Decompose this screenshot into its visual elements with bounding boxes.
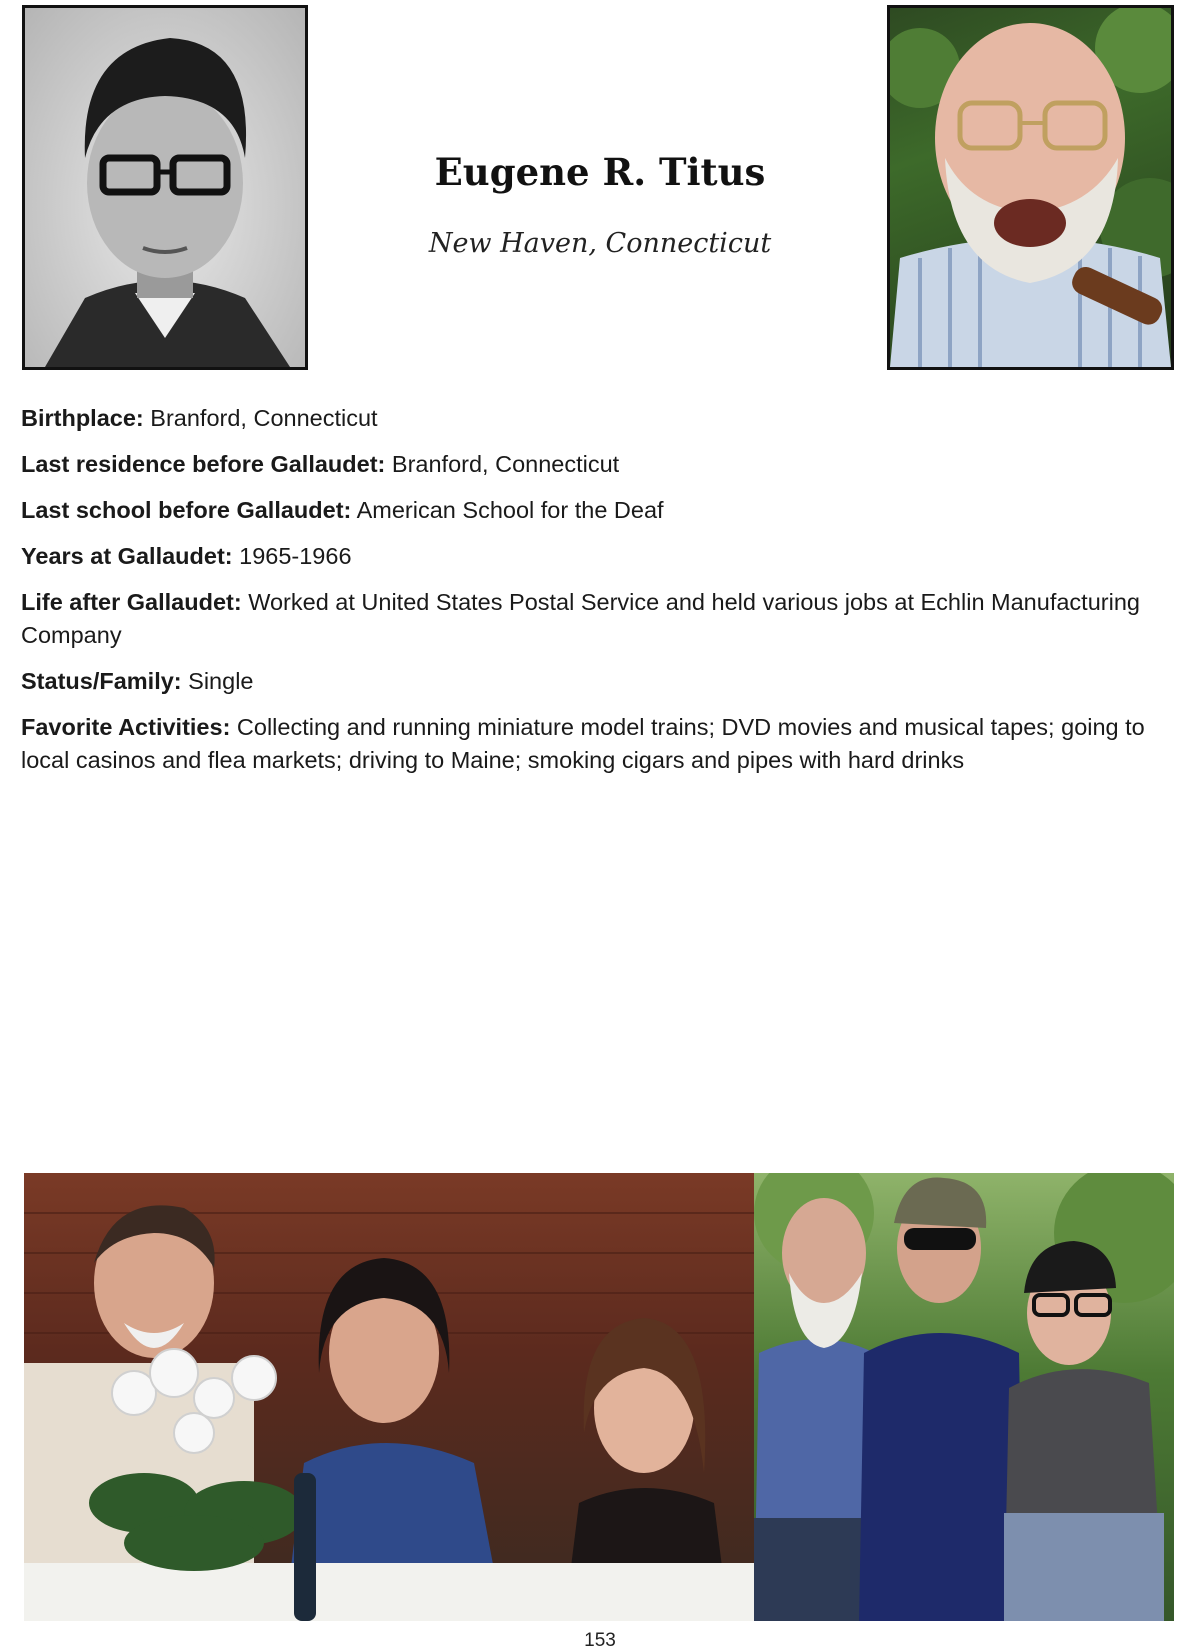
- years-value: 1965-1966: [239, 543, 352, 569]
- years-label: Years at Gallaudet:: [21, 543, 233, 569]
- last-school-label: Last school before Gallaudet:: [21, 497, 352, 523]
- years-field: [21, 540, 1171, 573]
- birthplace-value: Branford, Connecticut: [150, 405, 378, 431]
- status-field: [21, 665, 1171, 698]
- life-after-value: Worked at United States Postal Service and held various jobs at Echlin Manufacturing Company: [21, 589, 1140, 648]
- person-name: Eugene R. Titus: [434, 150, 766, 194]
- activities-field: [21, 711, 1171, 777]
- portrait-young-illustration: [25, 8, 305, 367]
- last-school-value: American School for the Deaf: [356, 497, 664, 523]
- portrait-recent-photo: [887, 5, 1174, 370]
- last-residence-field: [21, 448, 1171, 481]
- life-after-label: Life after Gallaudet:: [21, 589, 242, 615]
- last-residence-label: Last residence before Gallaudet:: [21, 451, 386, 477]
- birthplace-label: Birthplace:: [21, 405, 144, 431]
- life-after-field: [21, 586, 1171, 652]
- profile-details: [21, 402, 1171, 790]
- profile-header: [330, 150, 870, 259]
- activities-value: Collecting and running miniature model trains; DVD movies and musical tapes; going to local casinos and flea markets; driving to Maine; smoking cigars and pipes with hard drinks: [21, 714, 1145, 773]
- outdoor-group-photo: [754, 1173, 1174, 1621]
- portrait-young-photo: [22, 5, 308, 370]
- status-label: Status/Family:: [21, 668, 182, 694]
- outdoor-group-illustration: [754, 1173, 1174, 1621]
- status-value: Single: [188, 668, 254, 694]
- dinner-group-photo: [24, 1173, 754, 1621]
- dinner-group-illustration: [24, 1173, 754, 1621]
- portrait-recent-illustration: [890, 8, 1171, 367]
- last-school-field: [21, 494, 1171, 527]
- activities-label: Favorite Activities:: [21, 714, 231, 740]
- hometown: New Haven, Connecticut: [428, 228, 772, 259]
- birthplace-field: [21, 402, 1171, 435]
- page-number: 153: [584, 1630, 616, 1651]
- last-residence-value: Branford, Connecticut: [391, 451, 620, 477]
